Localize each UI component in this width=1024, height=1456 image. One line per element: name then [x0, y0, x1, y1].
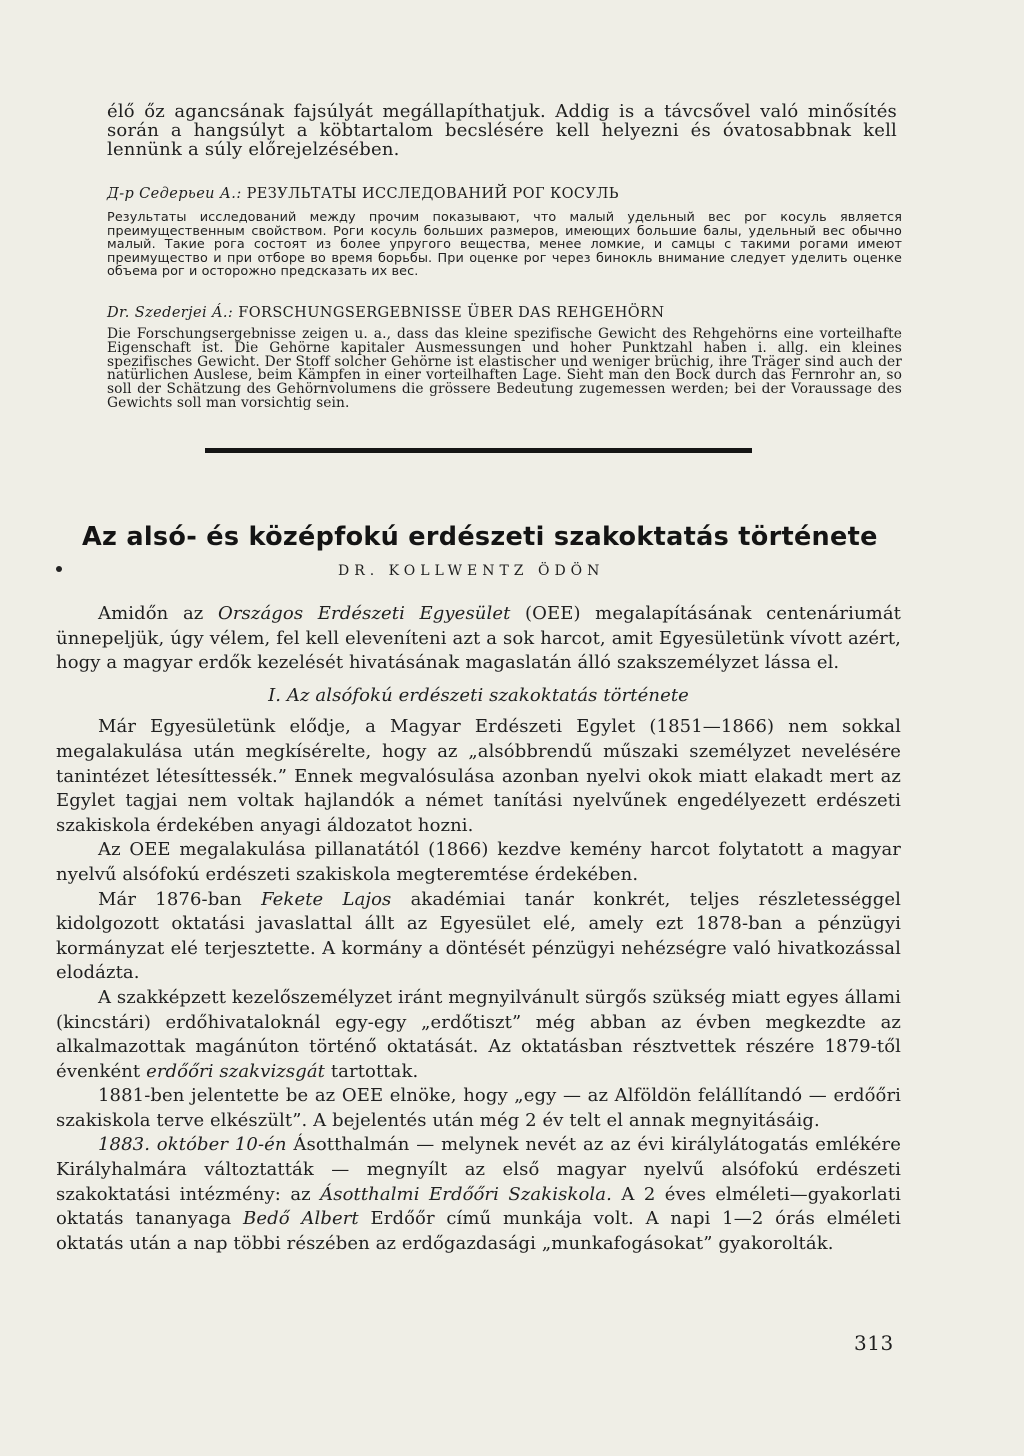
paragraph-7 — [56, 1133, 901, 1256]
article-author: DR. KOLLWENTZ ÖDÖN — [338, 563, 605, 579]
paragraph-4 — [56, 888, 901, 986]
p1-text-a: Amidőn az — [98, 603, 218, 624]
p5-emphasis: erdőőri szakvizsgát — [146, 1060, 326, 1082]
p1-emphasis: Országos Erdészeti Egyesület — [217, 603, 511, 624]
p7-text-a: Ásotthalmán — melynek nevét az az évi királylátogatás emlékére Királyhalmára változtatták — megnyílt az első magyar nyelvű alsófokú erdészeti szakoktatási intézmény: az — [56, 1134, 901, 1205]
section-heading: I. Az alsófokú erdészeti szakoktatás története — [268, 684, 689, 706]
german-summary-author: Dr. Szederjei Á.: — [107, 305, 234, 321]
section-divider — [205, 448, 752, 453]
p7-emphasis-date: 1883. október 10-én — [98, 1134, 287, 1156]
german-summary-heading — [107, 305, 897, 321]
russian-summary-title: РЕЗУЛЬТАТЫ ИССЛЕДОВАНИЙ РОГ КОСУЛЬ — [246, 186, 619, 202]
article-title: Az alsó- és középfokú erdészeti szakoktatás története — [82, 522, 878, 552]
paragraph-5 — [56, 986, 901, 1084]
russian-summary-author: Д-р Седерьеи А.: — [107, 186, 242, 202]
page-number: 313 — [854, 1331, 894, 1355]
p7-text-c: Erdőőr című munkája volt. A napi 1—2 órás elméleti oktatás után a nap többi részében az erdőgazdasági „munkafogásokat” gyakorolták. — [56, 1208, 901, 1254]
paragraph-2: Már Egyesületünk elődje, a Magyar Erdészeti Egylet (1851—1866) nem sokkal megalakulása után megkísérelte, hogy az „alsóbbrendű műszaki személyzet nevelésére tanintézet létesíttessék.” Ennek megvalósulása azonban nyelvi okok miatt elakadt mert az Egylet tagjai nem voltak hajlandók a német tanítási nyelvűnek engedélyezett erdészeti szakiskola érdekében anyagi áldozatot hozni. — [56, 716, 901, 836]
p7-emphasis-author: Bedő Albert — [243, 1208, 359, 1230]
german-summary-title: FORSCHUNGSERGEBNISSE ÜBER DAS REHGEHÖRN — [238, 305, 665, 321]
p4-text-b: akadémiai tanár konkrét, teljes részletességgel kidolgozott oktatási javaslattal állt az Egyesület elé, amely ezt 1878-ban a pénzügyi kormányzat elé terjesztette. A kormány a döntését pénzügyi nehézségre való hivatkozással elodázta. — [56, 888, 901, 984]
intro-paragraph: élő őz agancsának fajsúlyát megállapíthatjuk. Addig is a távcsővel való minősítés során a hangsúlyt a köbtartalom becslésére kell helyezni és óvatosabbnak kell lennünk a súly előrejelzésében. — [107, 101, 897, 160]
paragraph-3: Az OEE megalakulása pillanatától (1866) kezdve kemény harcot folytatott a magyar nyelvű alsófokú erdészeti szakiskola megteremtése érdekében. — [56, 839, 901, 885]
russian-summary-body: Результаты исследований между прочим показывают, что малый удельный вес рог косуль является преимущественным свойством. Роги косуль больших размеров, имеющих большие балы, удельный вес обычно малый. Такие рога состоят из более упругого вещества, менее ломкие, и самцы с такими рогами имеют преимущество и при отборе во время борьбы. При оценке рог через бинокль внимание следует уделить оценке объема рог и осторожно предсказать их вес. — [107, 210, 902, 280]
paragraph-6: 1881-ben jelentette be az OEE elnöke, hogy „egy — az Alföldön felállítandó — erdőőri szakiskola terve elkészült”. A bejelentés után még 2 év telt el annak megnyitásáig. — [56, 1085, 901, 1131]
p7-emphasis-school: Ásotthalmi Erdőőri Szakiskola. — [320, 1183, 612, 1205]
p4-emphasis: Fekete Lajos — [261, 888, 392, 910]
article-body — [56, 602, 901, 1256]
p1-text-b: (OEE) megalapításának centenáriumát ünnepeljük, úgy vélem, fel kell eleveníteni azt a sok harcot, amit Egyesületünk vívott azért, hogy a magyar erdők kezelését hivatásának magaslatán álló szakszemélyzet lássa el. — [56, 603, 902, 674]
p4-text-a: Már 1876-ban — [98, 888, 262, 910]
p5-text-b: tartottak. — [325, 1060, 419, 1082]
paragraph-1 — [56, 602, 901, 676]
p7-text-b: A 2 éves elméleti—gyakorlati oktatás tananyaga — [56, 1183, 902, 1230]
german-summary-body: Die Forschungsergebnisse zeigen u. a., dass das kleine spezifische Gewicht des Rehgehörns eine vorteilhafte Eigenschaft ist. Die Gehörne kapitaler Ausmessungen und hoher Punktzahl haben i. allg. ein kleines spezifisches Gewicht. Der Stoff solcher Gehörne ist elastischer und weniger brüchig, ihre Träger sind auch der natürlichen Auslese, beim Kämpfen in einer vorteilhaften Lage. Sieht man den Bock durch das Fernrohr an, so soll der Schätzung des Gehörnvolumens die grössere Bedeutung zugemessen werden; bei der Voraussage des Gewichts soll man vorsichtig sein. — [107, 326, 902, 411]
p5-text-a: A szakképzett kezelőszemélyzet iránt megnyilvánult sürgős szükség miatt egyes állami (kincstári) erdőhivataloknál egy-egy „erdőtiszt” még abban az évben megkezdte az alkalmazottak magánúton történő oktatását. Az oktatásban résztvettek részére 1879-től évenként — [56, 986, 901, 1082]
russian-summary-heading — [107, 186, 897, 202]
bullet-dot-icon — [56, 566, 62, 572]
